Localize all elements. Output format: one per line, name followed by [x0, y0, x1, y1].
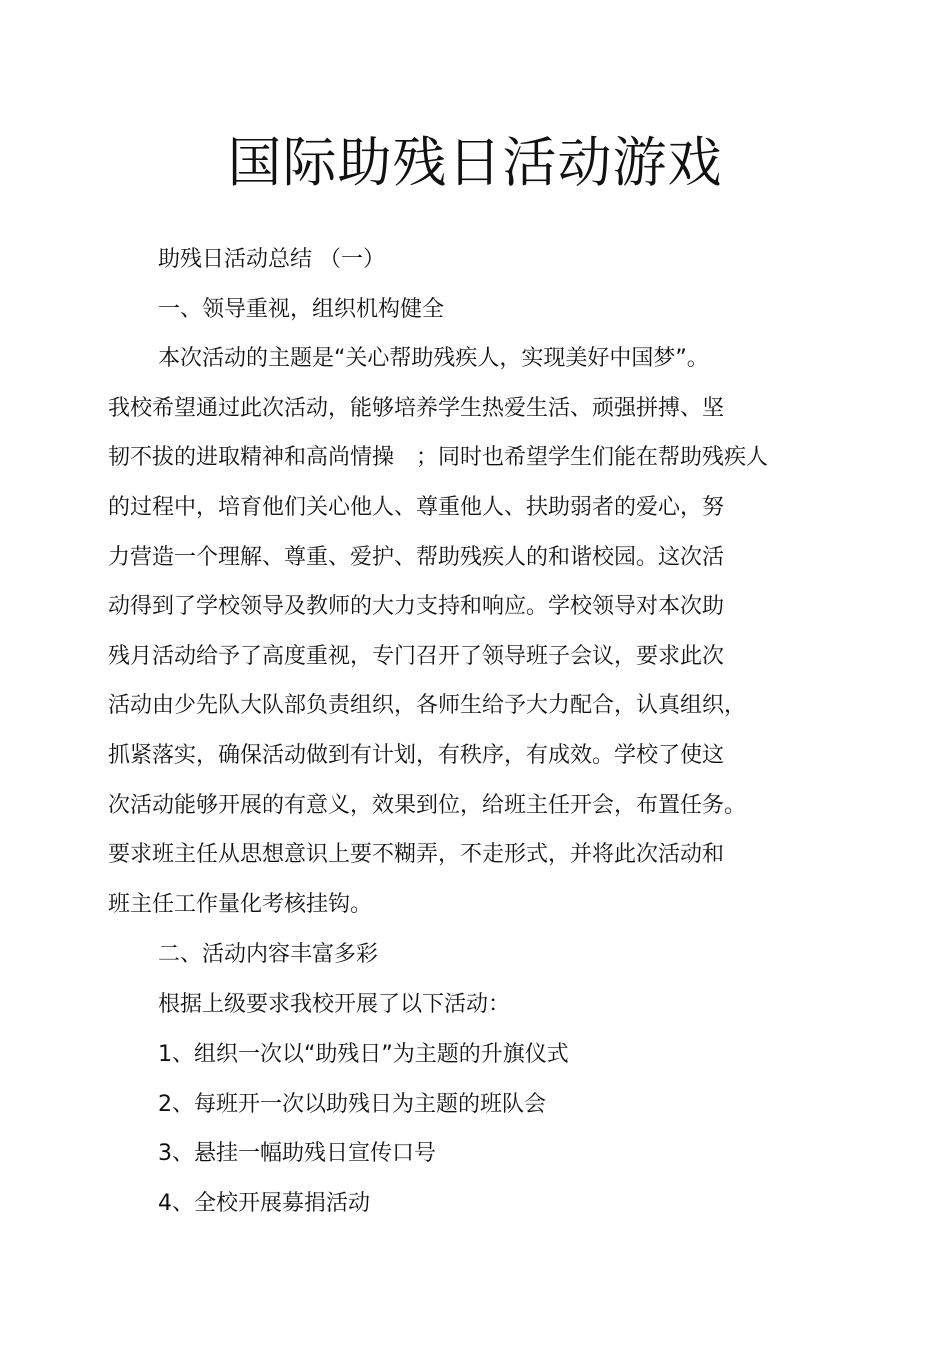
paragraph-line: 力营造一个理解、尊重、爱护、帮助残疾人的和谐校园。这次活 [108, 545, 725, 570]
paragraph-line: 活动由少先队大队部负责组织，各师生给予大力配合，认真组织， [108, 693, 747, 718]
list-item: 3、悬挂一幅助残日宣传口号 [158, 1141, 436, 1166]
paragraph-line: 我校希望通过此次活动，能够培养学生热爱生活、顽强拼搏、坚 [108, 396, 725, 421]
paragraph-line: 本次活动的主题是“关心帮助残疾人，实现美好中国梦”。 [158, 346, 709, 371]
paragraph-line: 抓紧落实，确保活动做到有计划，有秩序，有成效。学校了使这 [108, 743, 725, 768]
paragraph-line: 要求班主任从思想意识上要不糊弄，不走形式，并将此次活动和 [108, 842, 725, 867]
paragraph-line: 的过程中，培育他们关心他人、尊重他人、扶助弱者的爱心，努 [108, 495, 725, 520]
paragraph-line: 动得到了学校领导及教师的大力支持和响应。学校领导对本次助 [108, 594, 725, 619]
paragraph-line: 班主任工作量化考核挂钩。 [108, 892, 373, 917]
section-heading: 助残日活动总结 （一） [158, 247, 385, 272]
paragraph-line: 根据上级要求我校开展了以下活动： [158, 992, 511, 1017]
document-title: 国际助残日活动游戏 [227, 131, 723, 194]
list-item: 4、全校开展募捐活动 [158, 1191, 370, 1216]
paragraph-line: 次活动能够开展的有意义，效果到位，给班主任开会，布置任务。 [108, 793, 747, 818]
subsection-heading: 一、领导重视，组织机构健全 [158, 297, 445, 322]
paragraph-line: 韧不拔的进取精神和高尚情操 ；同时也希望学生们能在帮助残疾人 [108, 445, 769, 470]
paragraph-line: 残月活动给予了高度重视，专门召开了领导班子会议，要求此次 [108, 644, 725, 669]
list-item: 1、组织一次以“助残日”为主题的升旗仪式 [158, 1042, 569, 1067]
list-item: 2、每班开一次以助残日为主题的班队会 [158, 1092, 546, 1117]
subsection-heading: 二、活动内容丰富多彩 [158, 942, 379, 967]
